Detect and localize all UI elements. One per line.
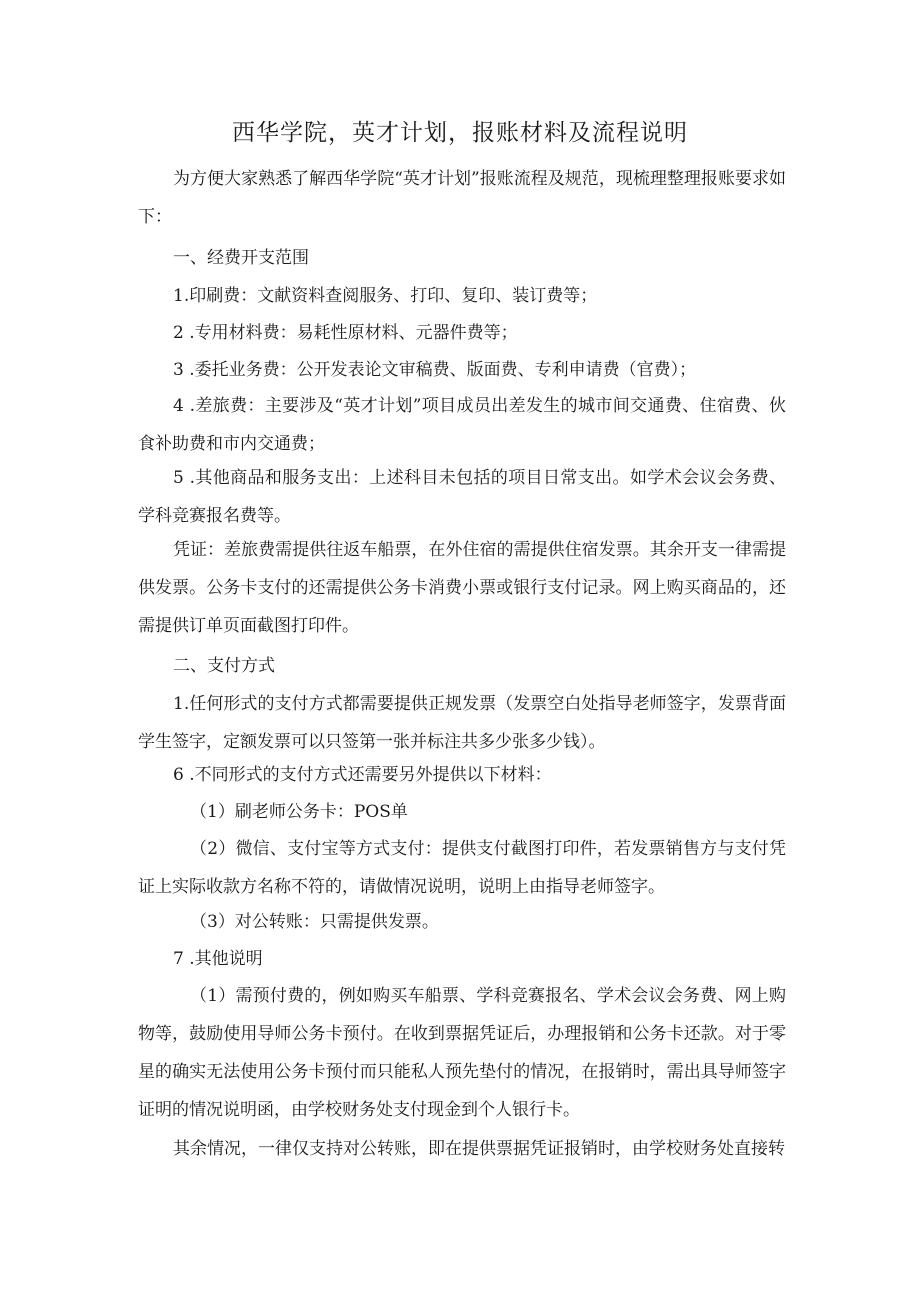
section-1-heading: 一、经费开支范围 (173, 248, 309, 268)
section-2-heading: 二、支付方式 (173, 656, 275, 676)
section-1-item-2: 2 .专用材料费：易耗性原材料、元器件费等； (173, 323, 518, 343)
document-title: 西华学院，英才计划，报账材料及流程说明 (232, 120, 688, 146)
section-1-item-4: 4 .差旅费：主要涉及“英才计划”项目成员出差发生的城市间交通费、住宿费、伙食补助费和市内交通费； (138, 396, 786, 454)
intro-paragraph: 为方便大家熟悉了解西华学院“英才计划”报账流程及规范，现梳理整理报账要求如下： (138, 169, 786, 227)
section-2-item-2: 6 .不同形式的支付方式还需要另外提供以下材料： (173, 765, 552, 785)
payment-sub-2: （2）微信、支付宝等方式支付：提供支付截图打印件，若发票销售方与支付凭证上实际收款方名称不符的，请做情况说明，说明上由指导老师签字。 (138, 839, 786, 897)
section-1-item-3: 3 .委托业务费：公开发表论文审稿费、版面费、专利申请费（官费）； (173, 360, 697, 380)
section-2-item-3: 7 .其他说明 (173, 949, 263, 969)
payment-sub-3: （3）对公转账：只需提供发票。 (190, 912, 439, 932)
section-1-item-1: 1.印刷费：文献资料查阅服务、打印、复印、装订费等； (173, 286, 598, 306)
voucher-paragraph: 凭证：差旅费需提供往返车船票，在外住宿的需提供住宿发票。其余开支一律需提供发票。公务卡支付的还需提供公务卡消费小票或银行支付记录。网上购买商品的，还需提供订单页面截图打印件。 (138, 540, 786, 636)
payment-sub-1: （1）刷老师公务卡：POS单 (190, 802, 408, 822)
other-note-1: （1）需预付费的，例如购买车船票、学科竞赛报名、学术会议会务费、网上购物等，鼓励使用导师公务卡预付。在收到票据凭证后，办理报销和公务卡还款。对于零星的确实无法使用公务卡预付而只能私人预先垫付的情况，在报销时，需出具导师签字证明的情况说明函，由学校财务处支付现金到个人银行卡。 (138, 986, 786, 1120)
section-1-item-5: 5 .其他商品和服务支出：上述科目未包括的项目日常支出。如学术会议会务费、学科竞赛报名费等。 (138, 468, 786, 526)
section-2-item-1: 1.任何形式的支付方式都需要提供正规发票（发票空白处指导老师签字，发票背面学生签字，定额发票可以只签第一张并标注共多少张多少钱）。 (138, 694, 786, 752)
rest-paragraph: 其余情况，一律仅支持对公转账，即在提供票据凭证报销时，由学校财务处直接转 (173, 1139, 785, 1159)
